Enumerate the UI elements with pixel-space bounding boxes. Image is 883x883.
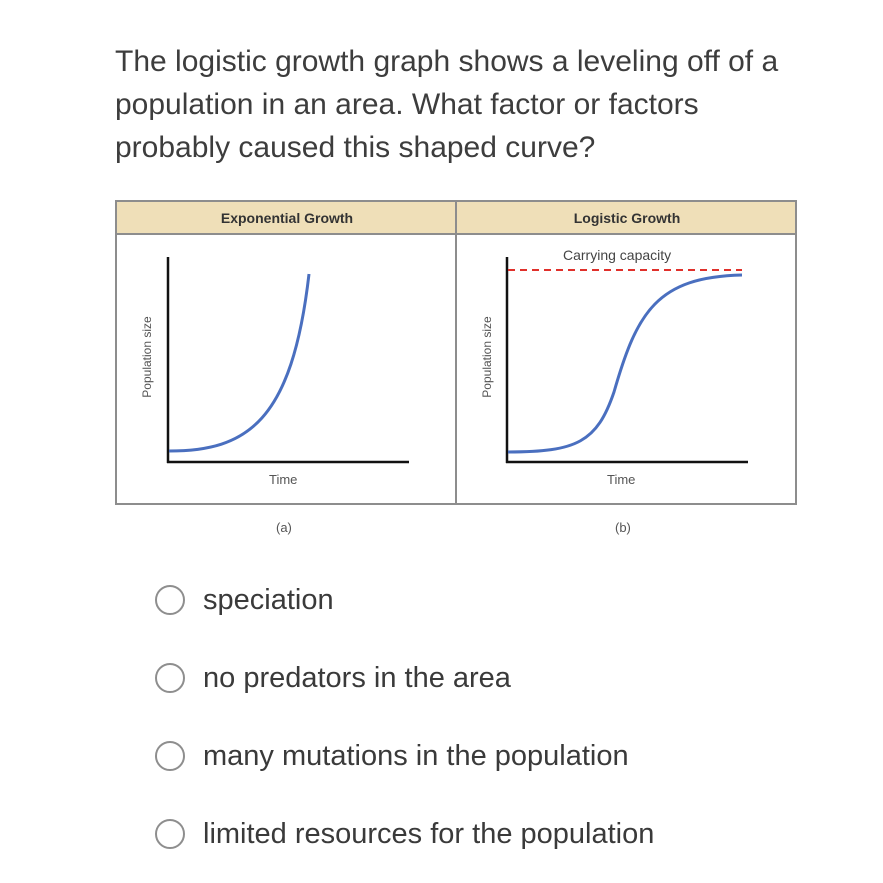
panel-a-title: Exponential Growth (220, 210, 354, 226)
panel-b-xlabel: Time (607, 472, 636, 487)
panel-b-sublabel: (b) (615, 520, 631, 535)
choice-label: speciation (203, 583, 334, 616)
choice-label: limited resources for the population (203, 817, 655, 850)
radio-button[interactable] (155, 585, 185, 615)
choice-limited-resources[interactable] (155, 814, 654, 854)
panel-a-sublabel: (a) (276, 520, 292, 535)
radio-button[interactable] (155, 819, 185, 849)
growth-figure (115, 200, 797, 505)
panel-a-exponential-curve (169, 274, 309, 451)
choice-label: no predators in the area (203, 661, 511, 694)
choice-label: many mutations in the population (203, 739, 629, 772)
panel-b-title: Logistic Growth (573, 210, 681, 226)
radio-button[interactable] (155, 663, 185, 693)
panel-a-xlabel: Time (269, 472, 298, 487)
growth-curves (117, 202, 795, 503)
choice-speciation[interactable] (155, 580, 334, 620)
panel-b-ylabel: Population size (480, 316, 494, 398)
panel-b-logistic-curve (508, 275, 742, 452)
choice-no-predators[interactable] (155, 658, 511, 698)
panel-a-ylabel: Population size (140, 316, 154, 398)
radio-button[interactable] (155, 741, 185, 771)
question-text: The logistic growth graph shows a leveling off of a population in an area. What factor or factors probably caused this shaped curve? (115, 45, 779, 164)
choice-many-mutations[interactable] (155, 736, 629, 776)
carrying-capacity-label: Carrying capacity (563, 247, 672, 263)
